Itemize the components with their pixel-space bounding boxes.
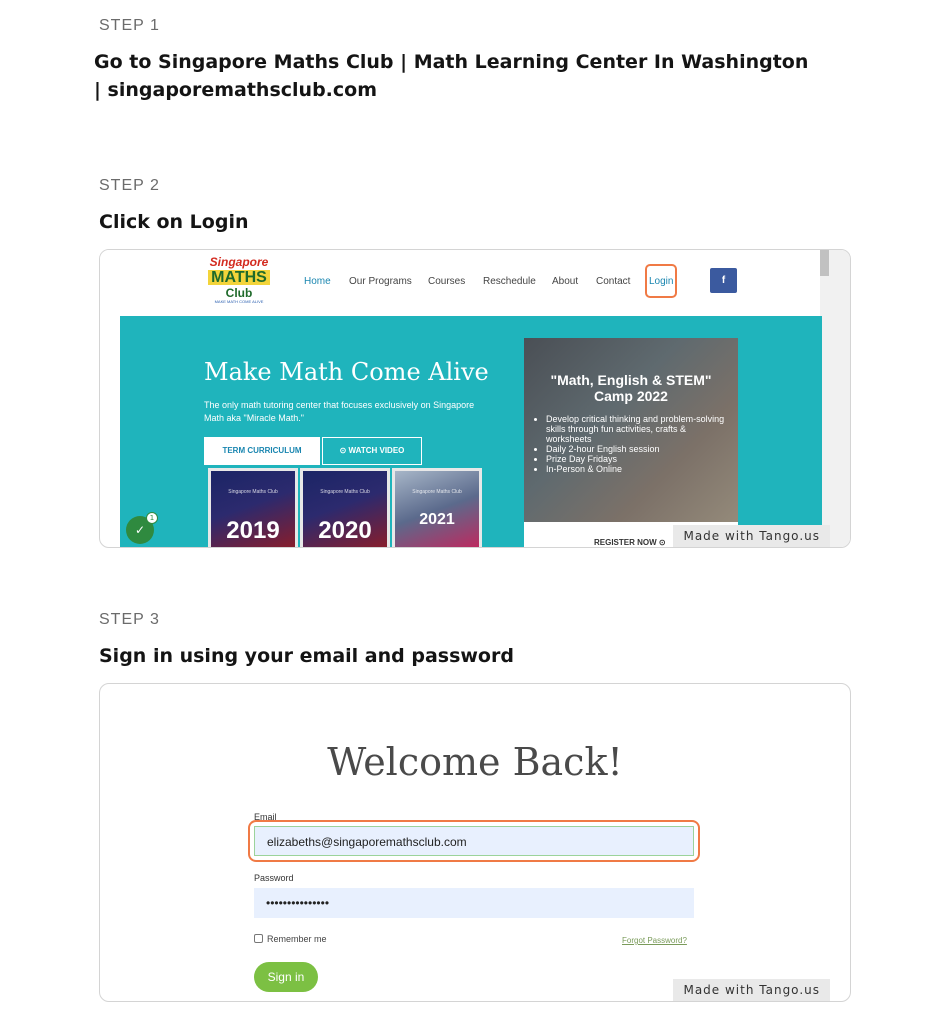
term-curriculum-button[interactable]: TERM CURRICULUM [204,437,320,465]
step-1-label: STEP 1 [99,17,160,34]
password-label: Password [254,873,294,883]
logo-tagline: MAKE MATH COME ALIVE [214,299,264,304]
email-label: Email [254,812,277,822]
award-2021 [392,468,482,548]
nav-contact[interactable]: Contact [596,276,631,287]
camp-bullet-list [546,414,732,474]
camp-title-line-2: Camp 2022 [594,388,668,404]
notification-count: 1 [146,512,158,524]
nav-reschedule[interactable]: Reschedule [483,276,536,287]
scrollbar-thumb[interactable] [820,250,829,276]
award-year: 2021 [419,511,455,528]
camp-bullet: • Daily 2-hour English session [546,444,732,454]
step-1-title-line-1: Go to Singapore Maths Club | Math Learning Center In Washington [94,51,809,73]
award-caption: Singapore Maths Club [412,489,462,495]
tango-watermark: Made with Tango.us [673,525,830,547]
nav-home[interactable]: Home [304,276,331,287]
award-2020 [300,468,390,548]
step-1-title-line-2: | singaporemathsclub.com [94,79,378,101]
step-2-screenshot [99,249,851,548]
camp-promo-card[interactable] [524,338,738,522]
nav-our-programs[interactable]: Our Programs [349,276,412,287]
step-3-label: STEP 3 [99,611,160,628]
watch-video-button[interactable]: ⊙ WATCH VIDEO [322,437,422,465]
nav-about[interactable]: About [552,276,579,287]
step-3-screenshot [99,683,851,1002]
logo-line-1: Singapore [209,255,269,269]
nav-login[interactable]: Login [649,276,674,287]
checkmark-badge-icon[interactable]: ✓ [126,516,154,544]
welcome-heading: Welcome Back! [327,740,623,784]
step-1-title [94,48,894,104]
camp-bullet: • Prize Day Fridays [546,454,732,464]
remember-me-label: Remember me [267,934,327,944]
hero-subtitle: The only math tutoring center that focuses exclusively on Singapore Math aka "Miracle Math." [204,400,475,423]
camp-title-line-1: "Math, English & STEM" [550,372,712,388]
hero-banner [120,316,822,548]
email-field[interactable]: elizabeths@singaporemathsclub.com [254,826,694,856]
award-caption: Singapore Maths Club [320,489,370,495]
camp-bullet: • Develop critical thinking and problem-solving skills through fun activities, crafts & worksheets [546,414,732,444]
site-logo[interactable] [204,256,274,308]
register-now-link[interactable]: REGISTER NOW ⊙ [594,538,666,547]
password-field[interactable]: ••••••••••••••• [254,888,694,918]
camp-title [524,372,738,404]
hero-title: Make Math Come Alive [204,358,489,386]
award-caption: Singapore Maths Club [228,489,278,495]
camp-bullet: • In-Person & Online [546,464,732,474]
tango-watermark: Made with Tango.us [673,979,830,1001]
nav-courses[interactable]: Courses [428,276,466,287]
award-year: 2020 [318,517,372,544]
logo-line-2: MATHS [208,270,270,285]
scrollbar-track[interactable] [820,250,850,548]
step-3-title: Sign in using your email and password [99,645,514,667]
remember-me-checkbox[interactable] [254,934,263,943]
award-year: 2019 [226,517,280,544]
facebook-icon[interactable]: f [710,268,737,293]
sign-in-button[interactable]: Sign in [254,962,318,992]
step-2-label: STEP 2 [99,177,160,194]
step-2-title: Click on Login [99,211,249,233]
logo-line-3: Club [225,286,253,300]
award-2019 [208,468,298,548]
forgot-password-link[interactable]: Forgot Password? [622,936,687,945]
site-header [100,250,822,316]
remember-me[interactable] [254,934,327,944]
